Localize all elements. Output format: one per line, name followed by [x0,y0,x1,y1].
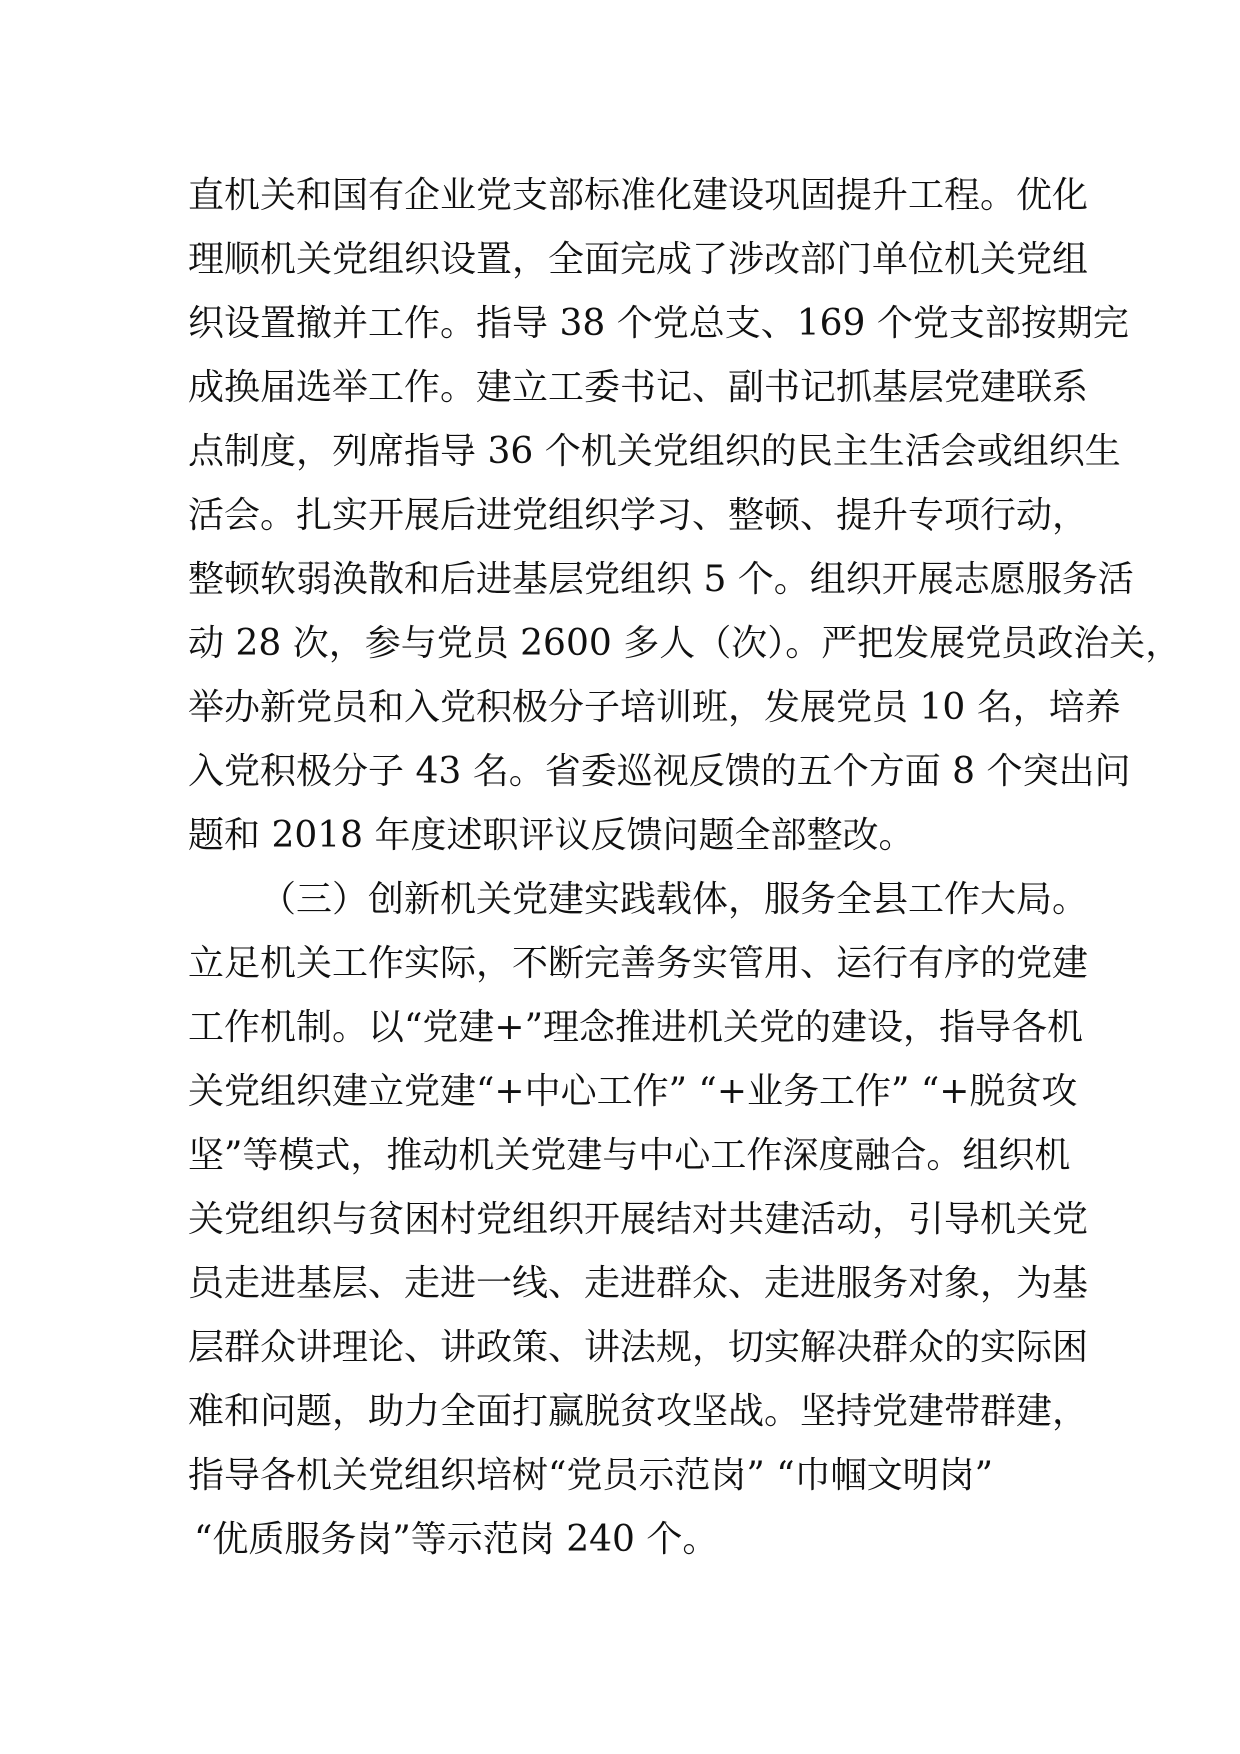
text-line: 关党组织建立党建“+中心工作” “+业务工作” “+脱贫攻 [188,1071,1078,1112]
text-line: 点制度，列席指导 36 个机关党组织的民主生活会或组织生 [188,431,1121,472]
text-line: 直机关和国有企业党支部标准化建设巩固提升工程。优化 [188,175,1089,216]
text-line: 题和 2018 年度述职评议反馈问题全部整改。 [188,815,915,856]
paragraph-1 [188,164,1182,868]
text-line: “优质服务岗”等示范岗 240 个。 [194,1519,719,1560]
text-line: 成换届选举工作。建立工委书记、副书记抓基层党建联系 [188,367,1089,408]
text-line: 织设置撤并工作。指导 38 个党总支、169 个党支部按期完 [188,303,1129,344]
text-line: 工作机制。以“党建+”理念推进机关党的建设，指导各机 [188,1007,1083,1048]
text-line: 举办新党员和入党积极分子培训班，发展党员 10 名，培养 [188,687,1121,728]
section-heading-line: （三）创新机关党建实践载体，服务全县工作大局。 [260,879,1089,920]
text-line: 指导各机关党组织培树“党员示范岗” “巾帼文明岗” [188,1455,994,1496]
text-line: 坚”等模式，推动机关党建与中心工作深度融合。组织机 [188,1135,1071,1176]
text-line: 立足机关工作实际，不断完善务实管用、运行有序的党建 [188,943,1089,984]
text-line: 入党积极分子 43 名。省委巡视反馈的五个方面 8 个突出问 [188,751,1131,792]
paragraph-2 [188,868,1088,1572]
text-line: 活会。扎实开展后进党组织学习、整顿、提升专项行动， [188,495,1089,536]
text-line: 动 28 次，参与党员 2600 多人（次）。严把发展党员政治关， [188,623,1182,664]
text-line: 关党组织与贫困村党组织开展结对共建活动，引导机关党 [188,1199,1089,1240]
document-body [188,164,1182,1572]
text-line: 层群众讲理论、讲政策、讲法规，切实解决群众的实际困 [188,1327,1089,1368]
text-line: 难和问题，助力全面打赢脱贫攻坚战。坚持党建带群建， [188,1391,1089,1432]
text-line: 员走进基层、走进一线、走进群众、走进服务对象，为基 [188,1263,1089,1304]
text-line: 理顺机关党组织设置，全面完成了涉改部门单位机关党组 [188,239,1089,280]
text-line: 整顿软弱涣散和后进基层党组织 5 个。组织开展志愿服务活 [188,559,1134,600]
